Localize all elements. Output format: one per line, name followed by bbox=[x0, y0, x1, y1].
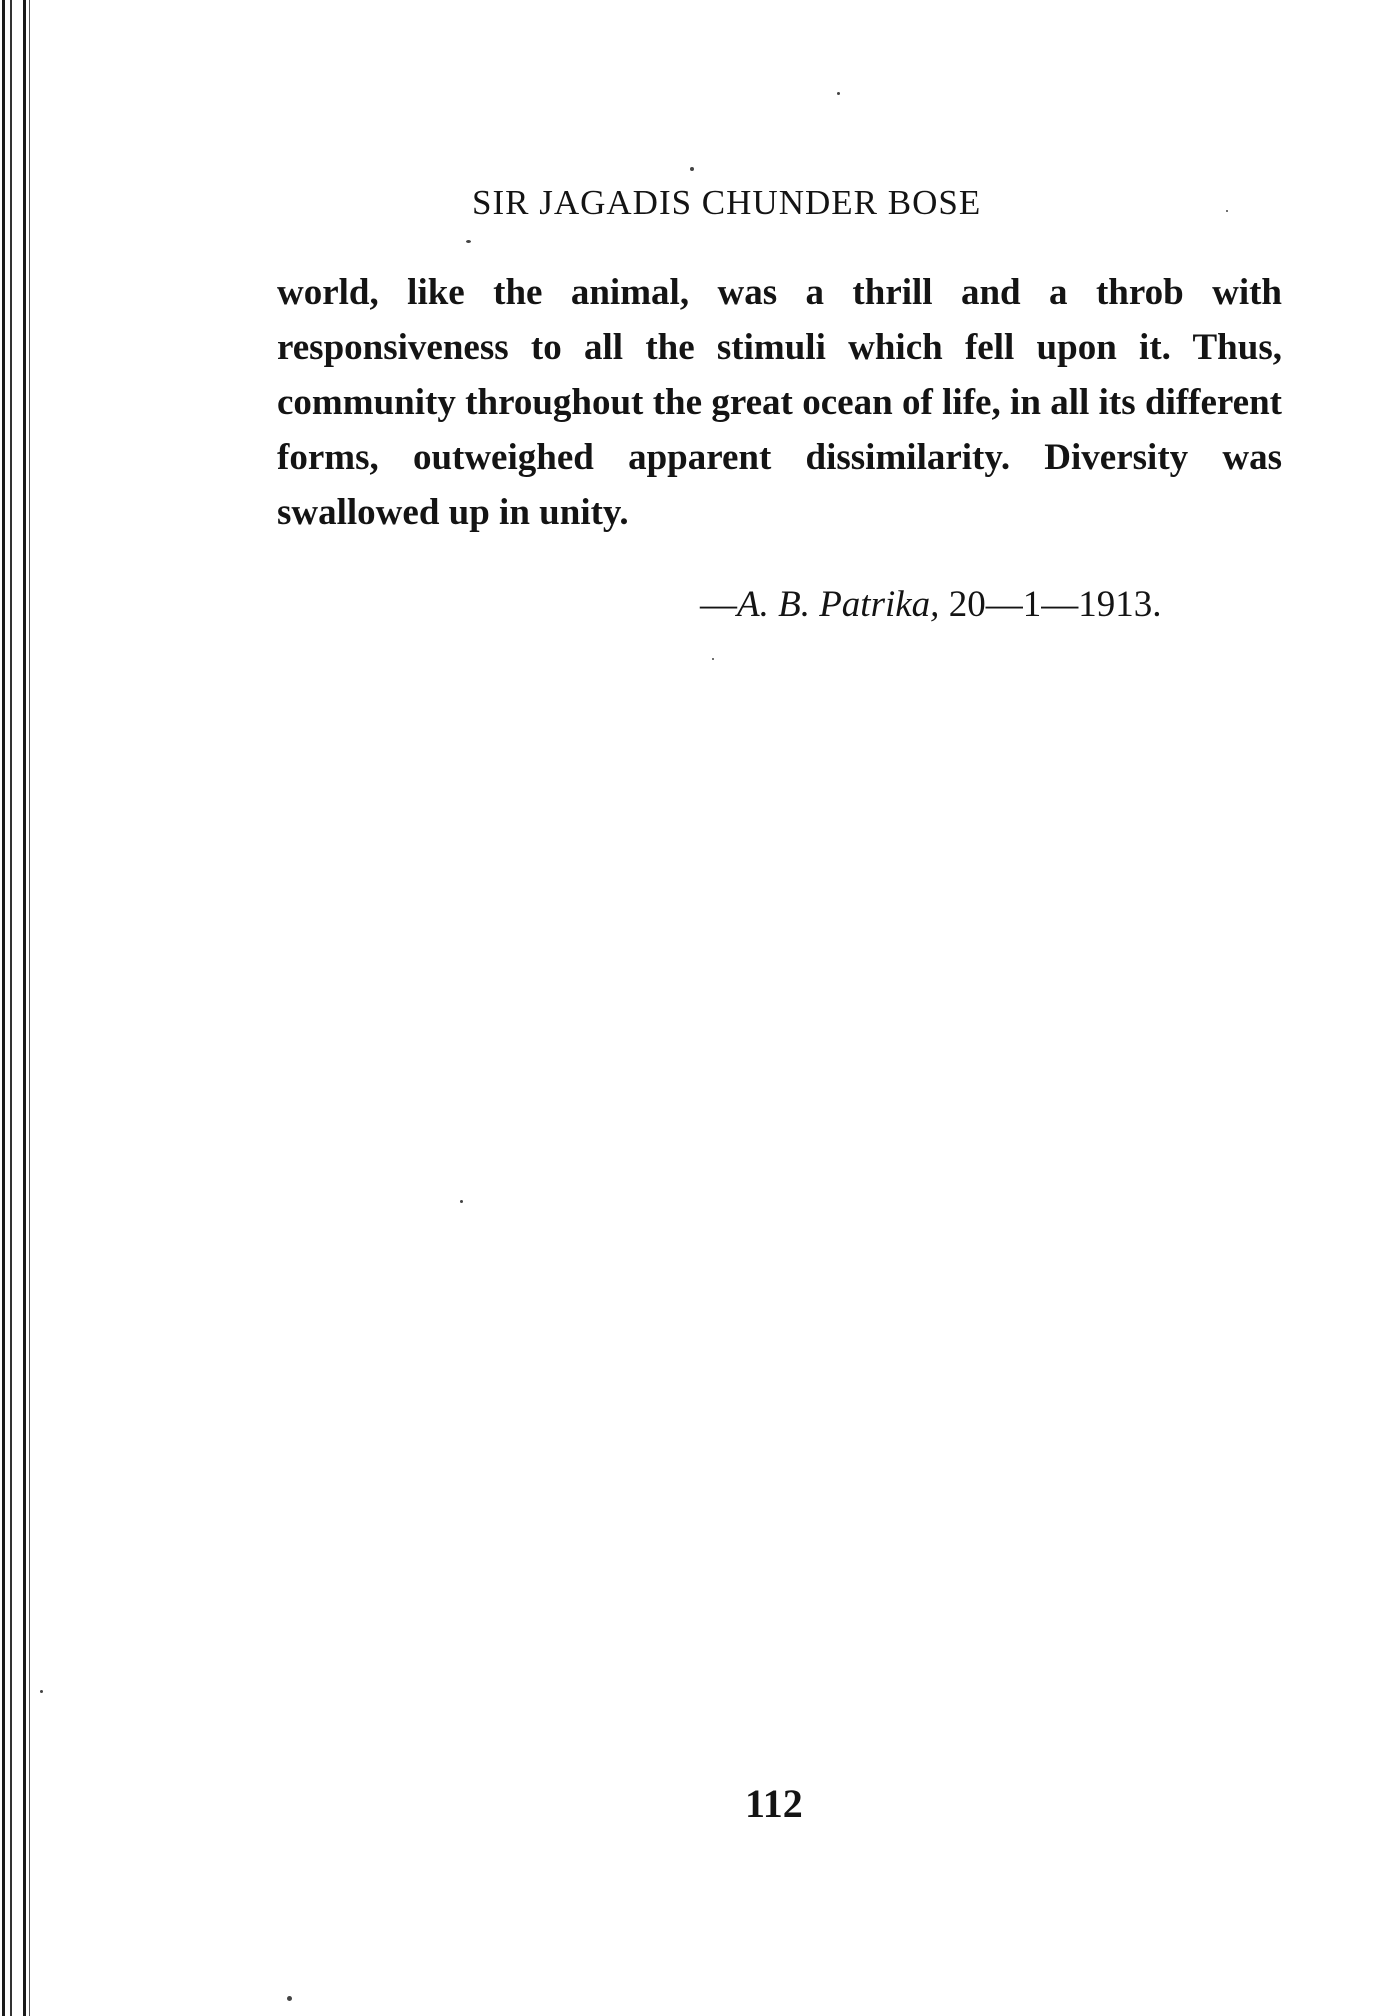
scan-speck bbox=[287, 1996, 292, 2001]
scan-speck bbox=[712, 658, 714, 660]
running-head: SIR JAGADIS CHUNDER BOSE bbox=[472, 183, 982, 222]
scan-speck bbox=[40, 1690, 43, 1693]
binding-edge-line bbox=[23, 0, 26, 2016]
attribution-dash: — bbox=[700, 584, 737, 625]
scan-speck bbox=[690, 167, 694, 171]
binding-edge-line bbox=[29, 0, 30, 2016]
paragraph-text: world, like the animal, was a thrill and a throb with responsiveness to all the stimuli which fell upon it. Thus, community throughout the great ocean of life, in all its different forms, outweighed apparent dissimilarity. Diversity was swallowed up in unity. bbox=[277, 272, 1282, 533]
scan-speck bbox=[837, 92, 840, 95]
attribution-date: 20—1—1913. bbox=[948, 584, 1162, 625]
attribution-source: A. B. Patrika, bbox=[737, 584, 940, 625]
binding-edge-line bbox=[2, 0, 5, 2016]
scan-speck bbox=[1226, 210, 1228, 212]
scan-speck bbox=[460, 1200, 463, 1203]
attribution bbox=[700, 583, 1300, 626]
body-paragraph bbox=[277, 265, 1282, 540]
page-number: 112 bbox=[745, 1781, 803, 1826]
binding-edge-line bbox=[10, 0, 12, 2016]
scan-speck bbox=[466, 240, 471, 243]
